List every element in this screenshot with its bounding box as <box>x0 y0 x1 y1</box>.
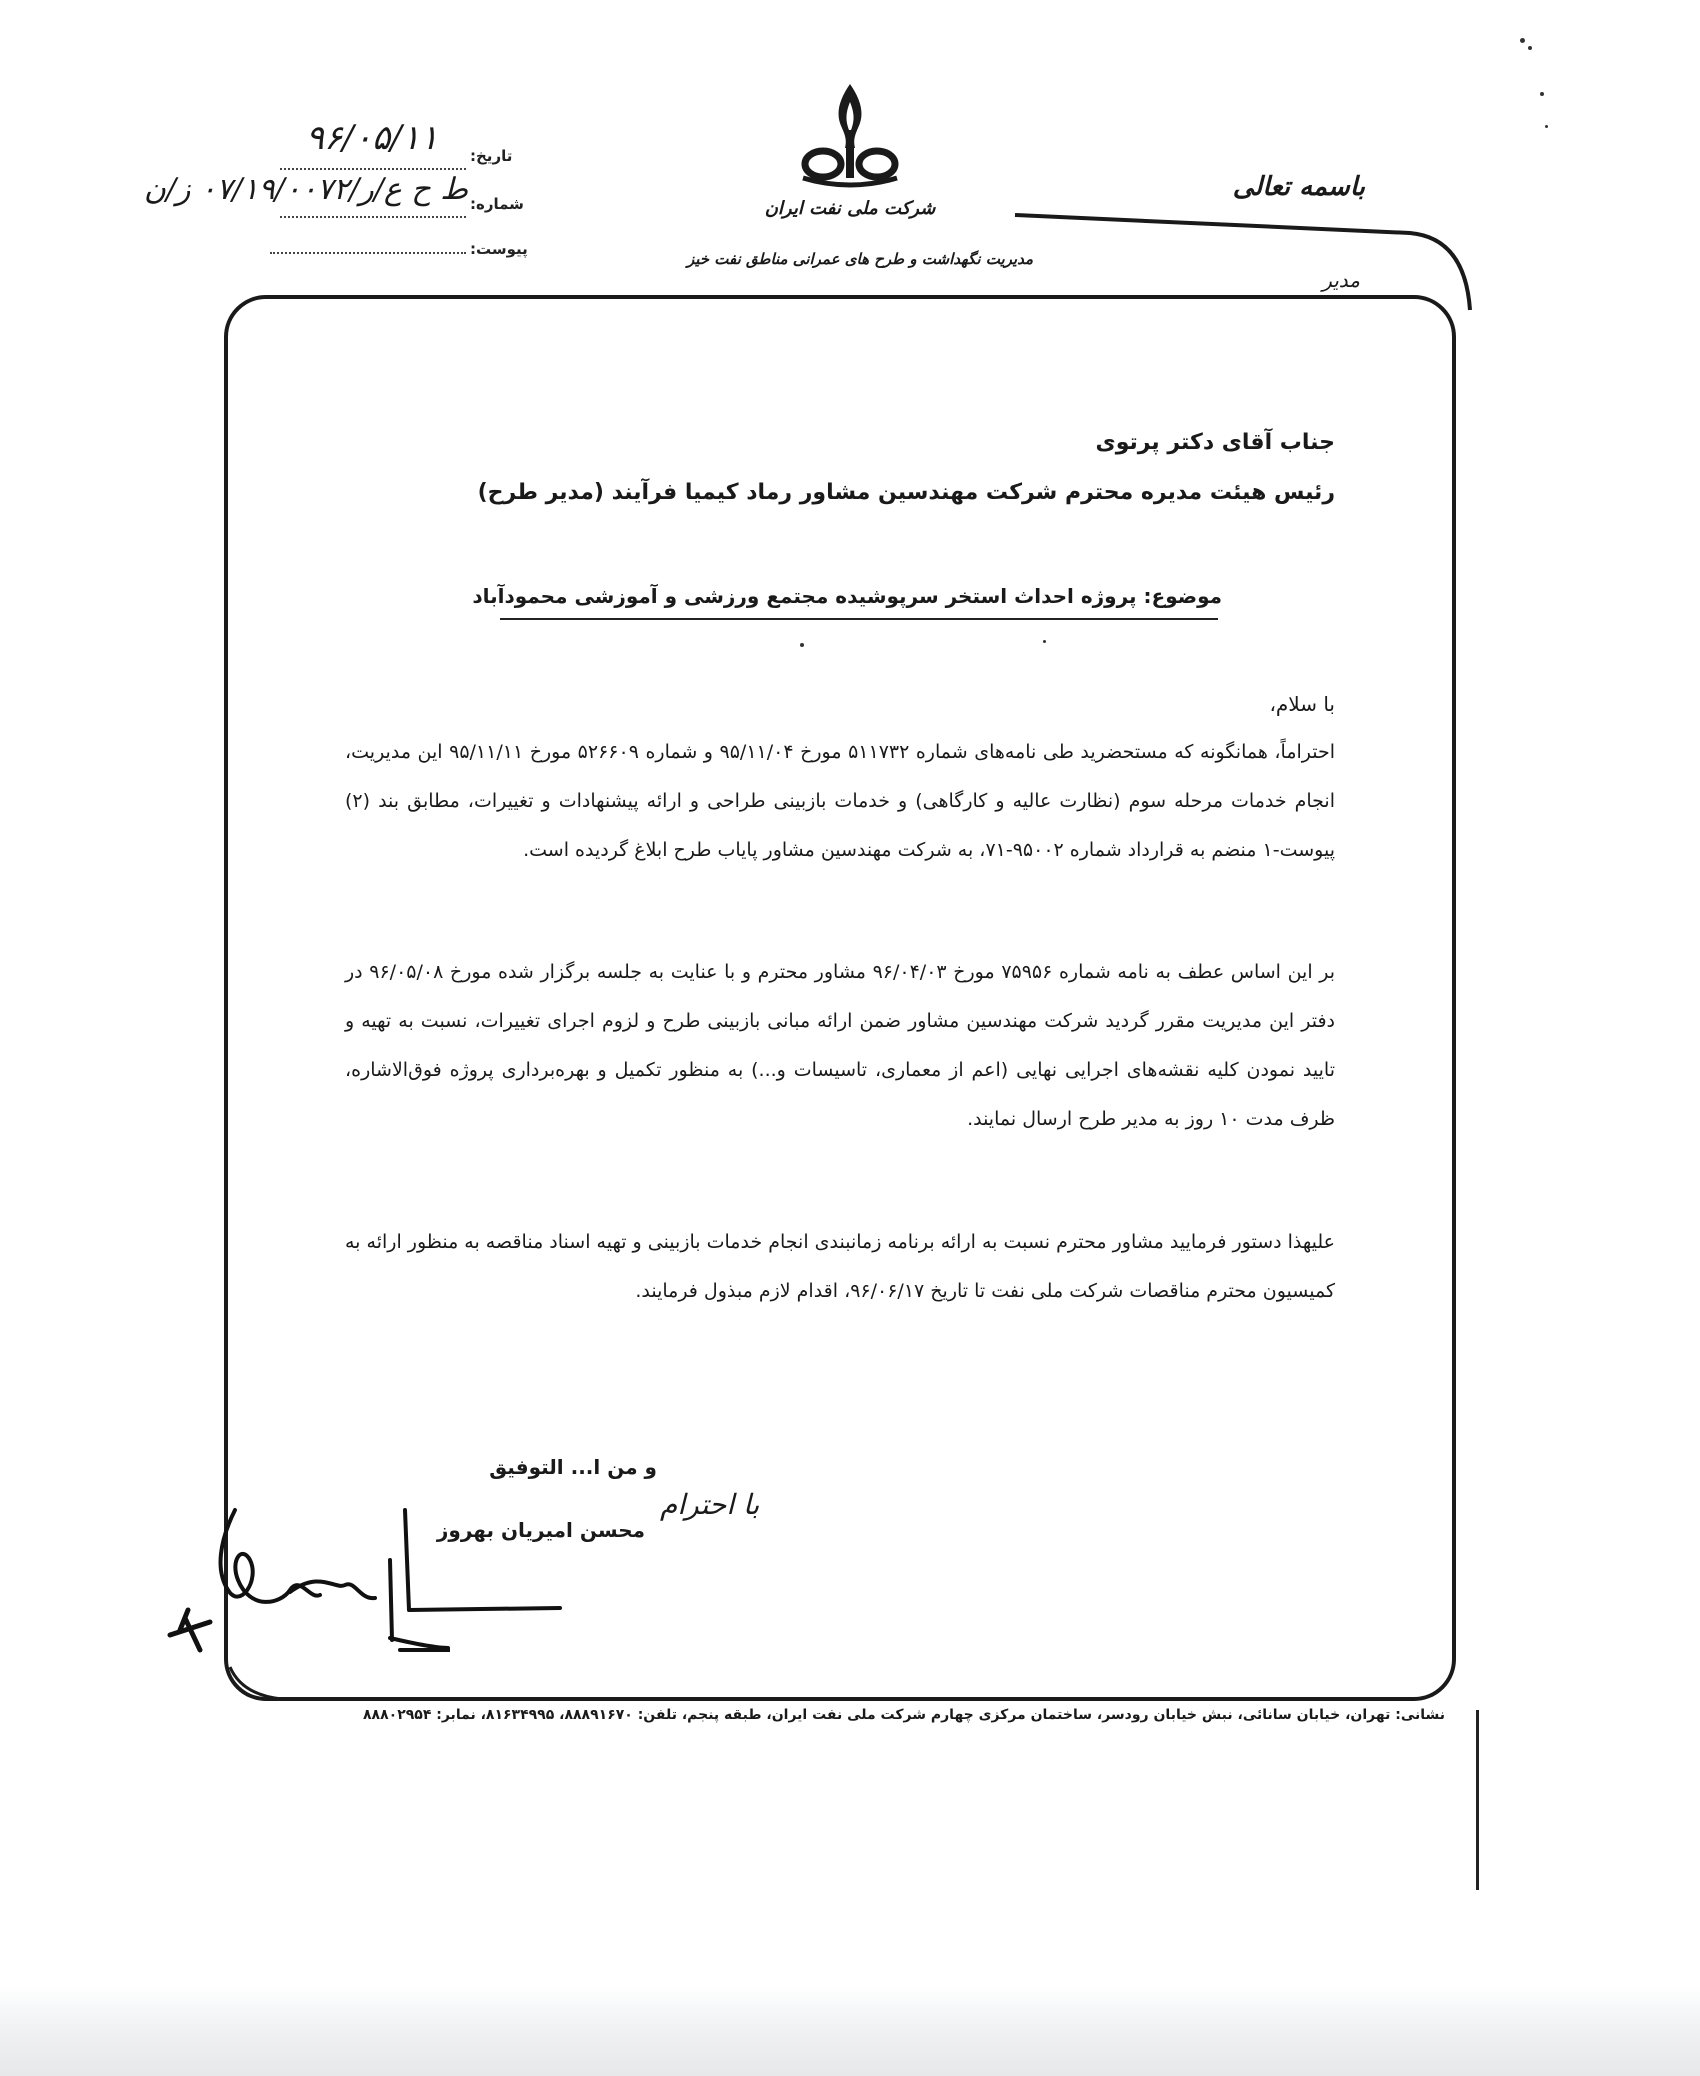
signer-name: محسن امیریان بهروز <box>436 1518 645 1542</box>
scan-speck <box>1540 92 1544 96</box>
department-name: مدیریت نگهداشت و طرح های عمرانی مناطق نفت خیز <box>686 250 1033 268</box>
scan-speck <box>1043 640 1046 643</box>
subject-line-text <box>472 584 1222 608</box>
addressee-role: رئیس هیئت مدیره محترم شرکت مهندسین مشاور رماد کیمیا فرآیند (مدیر طرح) <box>477 480 1335 505</box>
body-paragraph-2: بر این اساس عطف به نامه شماره ۷۵۹۵۶ مورخ ۹۶/۰۴/۰۳ مشاور محترم و با عنایت به جلسه برگزار شده مورخ ۹۶/۰۵/۰۸ در دفتر این مدیریت مقرر گردید شرکت مهندسین مشاور ضمن ارائه مبانی بازبینی طرح و لزوم اجرای تغییرات، نسبت به تهیه و تایید نمودن کلیه نقشه‌های اجرایی نهایی (اعم از معماری، تاسیسات و...) به منظور تکمیل و بهره‌برداری پروژه فوق‌الاشاره، ظرف مدت ۱۰ روز به مدیر طرح ارسال نمایند. <box>345 961 1336 1130</box>
body-paragraph-3: علیهذا دستور فرمایید مشاور محترم نسبت به ارائه برنامه زمانبندی انجام خدمات بازبینی و تهیه اسناد مناقصه به منظور ارائه به کمیسیون محترم مناقصات شرکت ملی نفت تا تاریخ ۹۶/۰۶/۱۷، اقدام لازم مبذول فرمایند. <box>345 1231 1335 1302</box>
scan-speck <box>800 643 804 647</box>
scan-speck <box>1528 46 1532 50</box>
subject-underline <box>500 618 1218 620</box>
date-dotted-line <box>280 168 466 170</box>
greeting: با سلام، <box>1269 692 1335 716</box>
body-paragraph-1: احتراماً، همانگونه که مستحضرید طی نامه‌های شماره ۵۱۱۷۳۲ مورخ ۹۵/۱۱/۰۴ و شماره ۵۲۶۶۰۹ مورخ ۹۵/۱۱/۱۱ این مدیریت، انجام خدمات مرحله سوم (نظارت عالیه و کارگاهی) و خدمات بازبینی طراحی و ارائه پیشنهادات و تغییرات، مطابق بند (۲) پیوست-۱ منضم به قرارداد شماره ۹۵۰۰۲-۷۱، به شرکت مهندسین مشاور پایاب طرح ابلاغ گردیده است. <box>345 741 1336 861</box>
scan-speck <box>1520 38 1525 43</box>
date-label: تاریخ: <box>470 147 513 165</box>
nioc-logo-icon <box>795 80 905 200</box>
margin-note: مدیر <box>1322 268 1360 292</box>
subject-text: پروژه احداث استخر سرپوشیده مجتمع ورزشی و آموزشی محمودآباد <box>472 584 1137 608</box>
invocation-text: باسمه تعالی <box>1232 172 1365 202</box>
date-value: ۹۶/۰۵/۱۱ <box>305 118 439 158</box>
scan-speck <box>1545 125 1548 128</box>
subject-label: موضوع: <box>1143 584 1222 608</box>
number-dotted-line <box>280 216 466 218</box>
closing-phrase: و من ا... التوفیق <box>489 1455 657 1479</box>
company-name: شرکت ملی نفت ایران <box>764 198 936 219</box>
attachment-dotted-line <box>270 252 466 254</box>
number-value: ط ح ع/ر/۰۷/۱۹/۰۰۷۲ ز/ن <box>143 172 468 207</box>
scan-bottom-shade <box>0 1985 1700 2076</box>
number-label: شماره: <box>470 195 524 213</box>
handwritten-note: با احترام <box>660 1488 760 1521</box>
addressee-title: جناب آقای دکتر پرتوی <box>1095 430 1335 455</box>
footer-address: نشانی: تهران، خیابان سانائی، نبش خیابان رودسر، ساختمان مرکزی چهارم شرکت ملی نفت ایران، طبقه پنجم، تلفن: ۸۸۸۹۱۶۷۰، ۸۱۶۳۴۹۹۵، نمابر: ۸۸۸۰۲۹۵۴ <box>363 1707 1445 1723</box>
attachment-label: پیوست: <box>470 240 528 258</box>
vertical-rule <box>1476 1710 1479 1890</box>
signature-flourish <box>395 1500 565 1620</box>
